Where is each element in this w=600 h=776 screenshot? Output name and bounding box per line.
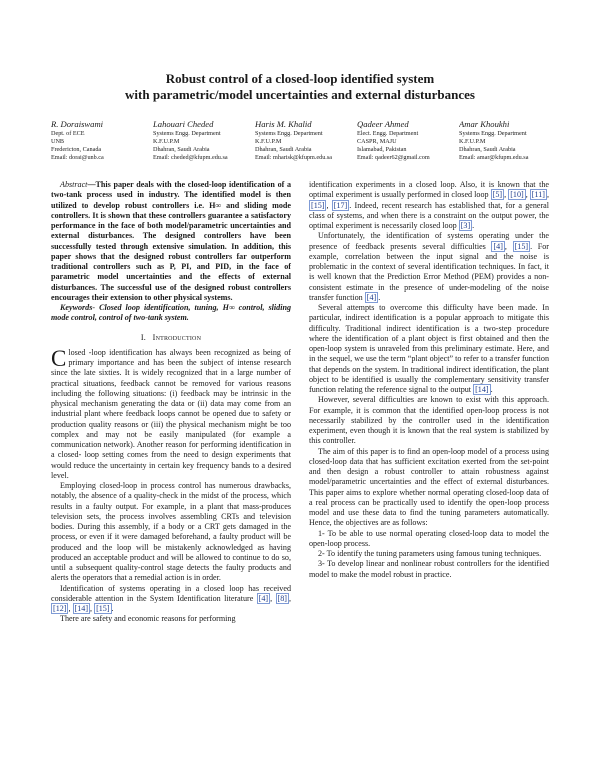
author-3 (255, 119, 357, 162)
right-paragraph-5: The aim of this paper is to find an open-loop model of a process using closed-loop data that has sufficient excitation exerted from the set-point and then design a robust controller to attain robustness against model/parametric uncertainties and the effect of external disturbances. This paper aims to explore whether normal operating closed-loop data of a real process can be practically used to identify the open-loop process model and use these data to find the tuning parameters automatically. Hence, the objectives are as follows: (309, 446, 549, 528)
author-1 (51, 119, 153, 162)
citation-link[interactable]: [12] (53, 604, 67, 613)
text: Unfortunately, the identification of systems operating under the presence of feedback presents several difficulties (309, 231, 549, 251)
intro-paragraph-4: There are safety and economic reasons for performing (60, 614, 236, 624)
title-line-2: with parametric/model uncertainties and external disturbances (125, 87, 475, 102)
citation-link[interactable]: [15] (311, 200, 325, 210)
author-org: K.F.U.P.M (255, 138, 282, 146)
citation-link[interactable]: [4] (493, 241, 503, 251)
right-paragraph-3: Several attempts to overcome this difficulty have been made. In particular, indirect identification is a popular approach to mitigate this difficulty. Traditional indirect identification is a two-step procedure where the identification of a plant object is first obtained and then the open-loop system is unraveled from this preliminary estimate. Here, and in the sequel, we use the term “plant object” to refer to a transfer function that depends on the system. In traditional indirect identification, the plant object to be identified is usually the complementary sensitivity transfer function relating the reference signal to the output [14] . (309, 303, 549, 394)
author-org: UNB (51, 138, 65, 146)
right-paragraph-1: identification experiments in a closed loop. Also, it is known that the optimal experiment is usually performed in closed loop [5] , [10] , [11] , [15] , [17] . Indeed, recent research has established that, for a general class of systems, and when there is a constraint on the output power, the optimal experiment is necessarily closed loop [3] . (309, 180, 550, 230)
author-5 (459, 119, 561, 162)
author-city: Islamabad, Pakistan (357, 146, 407, 154)
author-name: R. Doraiswami (51, 119, 104, 129)
author-email: Email: amar@kfupm.edu.sa (459, 154, 529, 162)
author-dept: Systems Engg. Department (459, 130, 527, 137)
citation-link[interactable]: [14] (74, 604, 89, 613)
author-email: Email: cheded@kfupm.edu.sa (153, 154, 228, 162)
objective-1: 1- To be able to use normal operating closed-loop data to model the open-loop process. (309, 528, 549, 548)
author-name: Lahouari Cheded (153, 119, 214, 129)
author-city: Dhahran, Saudi Arabia (459, 146, 516, 154)
author-org: CASPR, MAJU (357, 138, 397, 146)
section-title: Introduction (152, 332, 202, 342)
author-org: K.F.U.P.M (459, 138, 486, 146)
author-block (51, 119, 561, 162)
author-city: Dhahran, Saudi Arabia (153, 146, 210, 154)
author-2 (153, 119, 255, 162)
text: identification experiments in a closed loop. Also, it is known that the optimal experiment is usually performed in closed loop (309, 180, 549, 200)
citation-link[interactable]: [5] (492, 190, 503, 200)
citation-link[interactable]: [8] (277, 593, 287, 603)
intro-paragraph-2: Employing closed-loop in process control has numerous drawbacks, notably, the absence of a quality-check in the midst of the process, which results in a faulty output. For example, in a plant that mass-produces television sets, the process involves assembling CRTs and television bodies. During this assembly, if a body or a CRT gets damaged in the process, or even if it were damaged beforehand, a faulty product will be produced and the loop will be mistakenly acknowledged as having produced an acceptable product and will be allowed to continue to do so, until a subsequent quality-control stage detects the faulty products and alerts the operators that a remedial action is in order. (51, 481, 291, 583)
right-paragraph-4: However, several difficulties are known to exist with this approach. For example, it is common that the identified open-loop process is not necessarily stabilized by the controller used in the identification experiment, even though it is known that the real system is stabilized by this controller. (309, 395, 549, 446)
author-dept: Dept. of ECE (51, 130, 85, 137)
section-heading (51, 333, 291, 343)
author-name: Amar Khoukhi (459, 119, 510, 129)
intro-paragraph-1 (51, 345, 291, 481)
author-org: K.F.U.P.M (153, 138, 180, 146)
author-4 (357, 119, 459, 162)
left-column (51, 180, 291, 625)
objective-3: 3- To develop linear and nonlinear robust controllers for the identified model to make the model robust in practice. (309, 559, 549, 579)
citation-link[interactable]: [10] (510, 190, 524, 200)
author-email: Email: qadeer62@gmail.com (357, 154, 430, 162)
drop-cap: C (51, 345, 67, 371)
author-dept: Elect. Engg. Department (357, 130, 419, 137)
right-paragraph-2: Unfortunately, the identification of systems operating under the presence of feedback presents several difficulties [4] , [15] . For example, correlation between the input signal and the noise is problematic in the context of several identification techniques. In fact, it is well known that the Prediction Error Method (PEM) provides a non-consistent estimate in the presence of under-modeling of the noise transfer function [4] . (309, 231, 549, 302)
right-column (309, 180, 549, 580)
abstract-text: —This paper deals with the closed-loop identification of a two-tank process used in industry. The identified model is then utilized to develop robust controllers i.e. H∞ and sliding mode controllers. It is shown that these controllers guarantee a satisfactory performance in the face of both model/parametric uncertainties and external disturbances. The designed controllers have been successfully tested through extensive simulation. In addition, this paper shows that the designed robust controllers far outperform traditional controllers such as P, PI, and PID, in the face of parametric model uncertainties and the effects of external disturbances. The successful use of the designed robust controllers encourages their extension to other physical systems. (51, 180, 291, 302)
citation-link[interactable]: [4] (258, 593, 269, 603)
author-name: Qadeer Ahmed (357, 119, 409, 129)
citation-link[interactable]: [11] (531, 190, 545, 200)
author-dept: Systems Engg. Department (255, 130, 323, 137)
intro-text-3: Identification of systems operating in a closed loop has received considerable attention in the System Identification literature (51, 583, 291, 603)
citation-link[interactable]: [3] (460, 221, 471, 230)
abstract-label: Abstract (60, 180, 88, 189)
citation-link[interactable]: [17] (333, 200, 348, 210)
objective-2: 2- To identify the tuning parameters using famous tuning techniques. (318, 549, 542, 558)
section-number: I. (140, 332, 146, 342)
text: . For example, correlation between the input signal and the noise is problematic in the context of several identification techniques. In fact, it is well known that the Prediction Error Method (PEM) provides a non-consistent estimate in the presence of under-modeling of the noise transfer function (309, 241, 549, 302)
title-line-1: Robust control of a closed-loop identified system (165, 71, 435, 86)
author-email: Email: dorai@unb.ca (51, 154, 104, 162)
text: Several attempts to overcome this difficulty have been made. In particular, indirect identification is a popular approach to mitigate this difficulty. Traditional indirect identification is a two-step procedure where the identification of a plant object is first obtained and then the open-loop system is unraveled from this preliminary estimate. Here, and in the sequel, we use the term “plant object” to refer to a transfer function that depends on the system. In traditional indirect identification, the plant object to be identified is usually the complementary sensitivity transfer function relating the reference signal to the output (309, 303, 549, 394)
paper-title (0, 71, 600, 103)
author-name: Haris M. Khalid (255, 119, 312, 129)
citation-link[interactable]: [15] (514, 241, 529, 251)
citation-link[interactable]: [15] (96, 604, 110, 613)
citation-link[interactable]: [4] (366, 292, 377, 302)
author-dept: Systems Engg. Department (153, 130, 221, 137)
author-city: Dhahran, Saudi Arabia (255, 146, 312, 154)
intro-paragraph-3: Identification of systems operating in a closed loop has received considerable attention in the System Identification literature [4] , [8] , [12] , [14] , [15] . (51, 583, 291, 613)
intro-text-1: losed -loop identification has always been recognized as being of primary importance and has been the subject of intense research since the late sixties. It is widely recognized that in a large number of practical situations, feedback cannot be removed for various reasons including the following situations: (i) feedback may be intrinsic in the physical mechanism generating the data or (ii) data may come from an industrial plant where feedback loops cannot be opened due to safety or production quality reasons or (iii) the physical mechanism might be too complex and may not be easily manipulated (for example a communication network). Another reason for performing identification in a closed- loop setting comes from the need to design experiments that would reduce the uncertainty in certain key frequency bands to a desired level. (51, 347, 291, 480)
keywords: Keywords- Closed loop identification, tuning, H∞ control, sliding mode control, control of two-tank system. (51, 303, 291, 323)
author-city: Fredericton, Canada (51, 146, 102, 154)
text: . Indeed, recent research has established that, for a general class of systems, and when there is a constraint on the output power, the optimal experiment is necessarily closed loop (309, 200, 550, 230)
citation-link[interactable]: [14] (475, 385, 489, 394)
author-email: Email: mharisk@kfupm.edu.sa (255, 154, 333, 162)
abstract (51, 180, 291, 303)
